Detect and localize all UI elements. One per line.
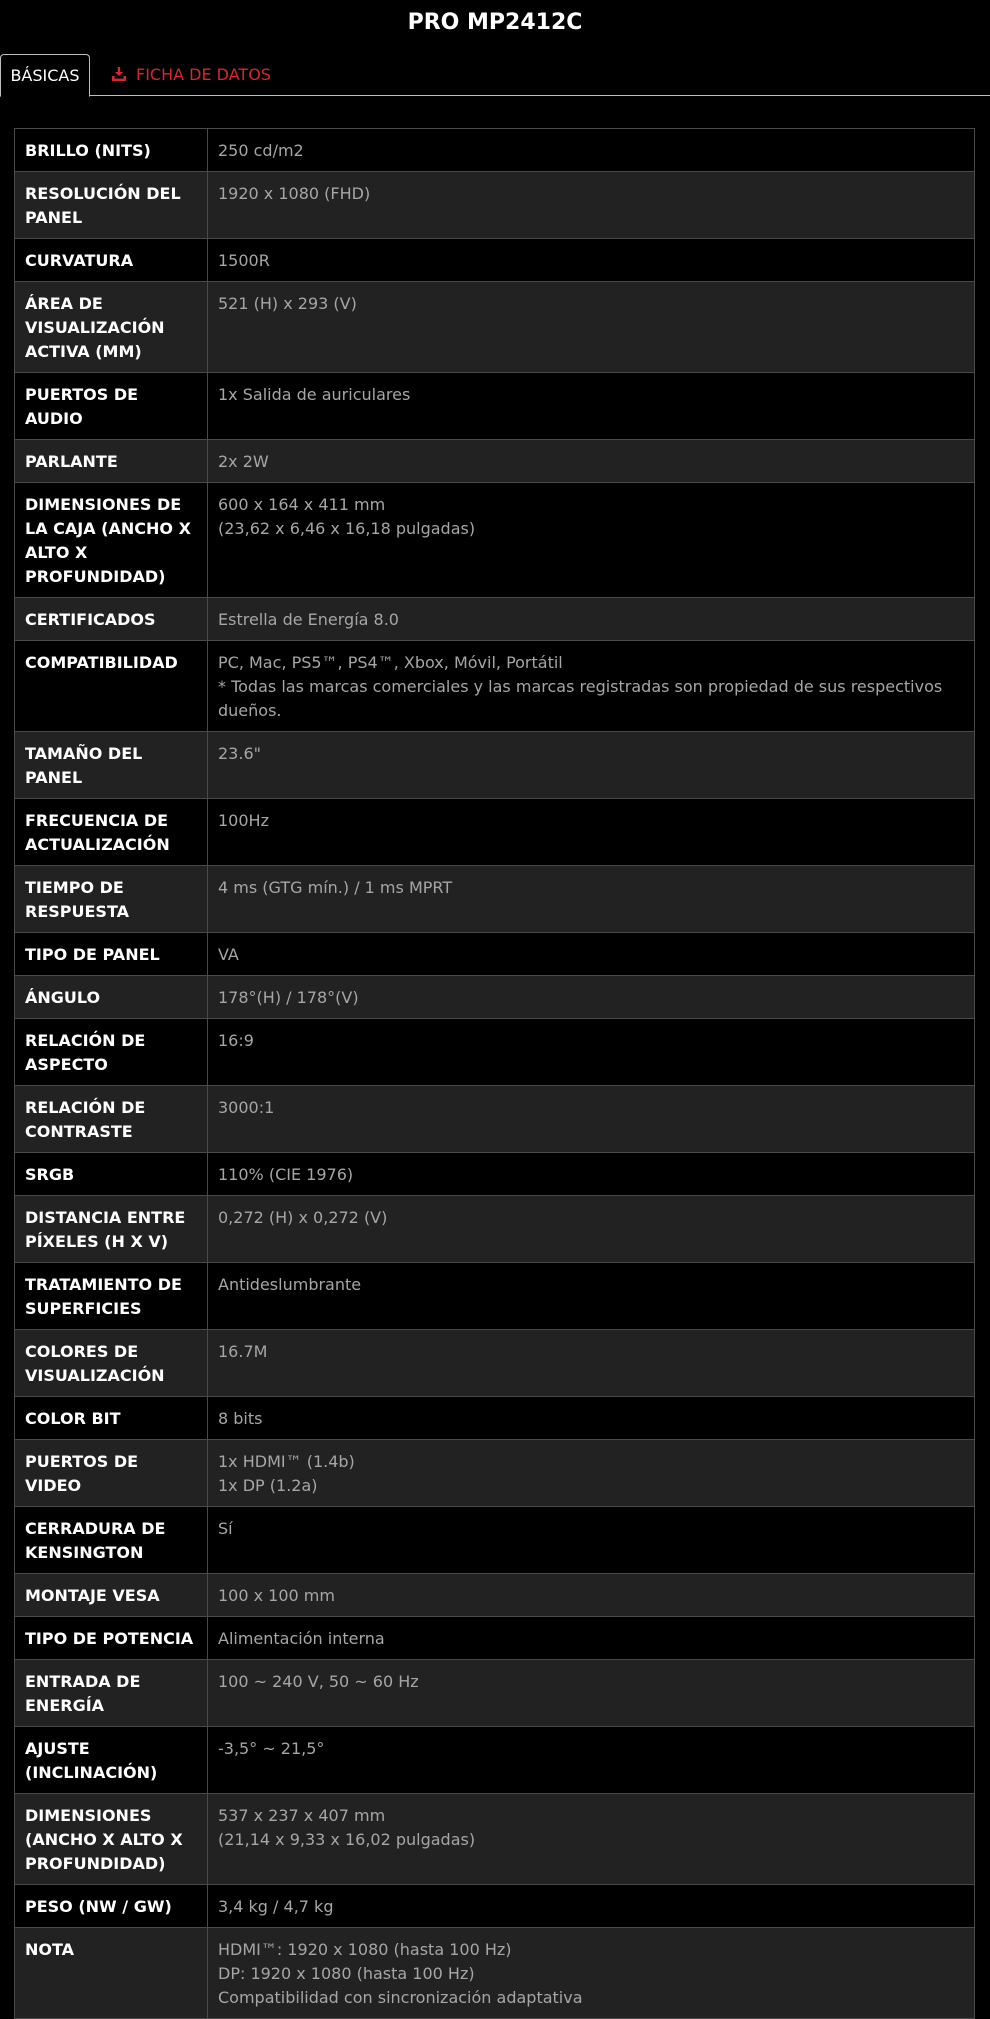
spec-row (15, 1086, 975, 1153)
spec-value: 100 x 100 mm (208, 1574, 975, 1617)
spec-value: 537 x 237 x 407 mm (21,14 x 9,33 x 16,02 pulgadas) (208, 1794, 975, 1885)
spec-value: Sí (208, 1507, 975, 1574)
spec-value: -3,5° ~ 21,5° (208, 1727, 975, 1794)
spec-row (15, 1928, 975, 2019)
spec-label: MONTAJE VESA (15, 1574, 208, 1617)
spec-row (15, 1153, 975, 1196)
spec-value: 3,4 kg / 4,7 kg (208, 1885, 975, 1928)
spec-row (15, 1507, 975, 1574)
spec-row (15, 483, 975, 598)
spec-value: 3000:1 (208, 1086, 975, 1153)
spec-value: 250 cd/m2 (208, 129, 975, 172)
spec-row (15, 1019, 975, 1086)
tab-bar (0, 54, 990, 96)
spec-label: ENTRADA DE ENERGÍA (15, 1660, 208, 1727)
spec-row (15, 1196, 975, 1263)
spec-label: DIMENSIONES DE LA CAJA (ANCHO X ALTO X PROFUNDIDAD) (15, 483, 208, 598)
spec-label: TIPO DE PANEL (15, 933, 208, 976)
spec-table (14, 128, 975, 2019)
spec-row (15, 641, 975, 732)
spec-value: 521 (H) x 293 (V) (208, 282, 975, 373)
spec-label: TIEMPO DE RESPUESTA (15, 866, 208, 933)
spec-row (15, 866, 975, 933)
spec-label: COLOR BIT (15, 1397, 208, 1440)
spec-label: RESOLUCIÓN DEL PANEL (15, 172, 208, 239)
tab-basicas[interactable]: BÁSICAS (0, 54, 90, 97)
spec-value: 4 ms (GTG mín.) / 1 ms MPRT (208, 866, 975, 933)
spec-row (15, 1617, 975, 1660)
spec-value: 2x 2W (208, 440, 975, 483)
spec-value: 100Hz (208, 799, 975, 866)
spec-value: 110% (CIE 1976) (208, 1153, 975, 1196)
spec-label: DISTANCIA ENTRE PÍXELES (H X V) (15, 1196, 208, 1263)
spec-value: 16.7M (208, 1330, 975, 1397)
spec-row (15, 1794, 975, 1885)
spec-row (15, 1660, 975, 1727)
spec-row (15, 172, 975, 239)
spec-row (15, 1263, 975, 1330)
spec-row (15, 799, 975, 866)
tab-ficha-de-datos-label: FICHA DE DATOS (136, 65, 271, 84)
spec-label: TIPO DE POTENCIA (15, 1617, 208, 1660)
spec-label: SRGB (15, 1153, 208, 1196)
download-icon (110, 65, 128, 83)
spec-label: NOTA (15, 1928, 208, 2019)
spec-label: COMPATIBILIDAD (15, 641, 208, 732)
spec-row (15, 282, 975, 373)
spec-row (15, 239, 975, 282)
spec-row (15, 373, 975, 440)
spec-label: DIMENSIONES (ANCHO X ALTO X PROFUNDIDAD) (15, 1794, 208, 1885)
spec-label: BRILLO (NITS) (15, 129, 208, 172)
spec-row (15, 440, 975, 483)
spec-row (15, 1397, 975, 1440)
spec-table-body (15, 129, 975, 2019)
spec-value: 1920 x 1080 (FHD) (208, 172, 975, 239)
spec-value: 1x Salida de auriculares (208, 373, 975, 440)
spec-label: PUERTOS DE VIDEO (15, 1440, 208, 1507)
spec-value: 1500R (208, 239, 975, 282)
spec-label: ÁNGULO (15, 976, 208, 1019)
spec-label: CURVATURA (15, 239, 208, 282)
spec-value: Estrella de Energía 8.0 (208, 598, 975, 641)
page-title: PRO MP2412C (407, 10, 583, 35)
spec-label: PARLANTE (15, 440, 208, 483)
spec-value: HDMI™: 1920 x 1080 (hasta 100 Hz) DP: 1920 x 1080 (hasta 100 Hz) Compatibilidad con sincronización adaptativa (208, 1928, 975, 2019)
spec-label: TAMAÑO DEL PANEL (15, 732, 208, 799)
spec-value: 16:9 (208, 1019, 975, 1086)
spec-row (15, 933, 975, 976)
spec-value: Antideslumbrante (208, 1263, 975, 1330)
spec-value: 23.6" (208, 732, 975, 799)
spec-value: VA (208, 933, 975, 976)
spec-label: FRECUENCIA DE ACTUALIZACIÓN (15, 799, 208, 866)
spec-row (15, 598, 975, 641)
spec-row (15, 1727, 975, 1794)
spec-label: ÁREA DE VISUALIZACIÓN ACTIVA (MM) (15, 282, 208, 373)
spec-value: 0,272 (H) x 0,272 (V) (208, 1196, 975, 1263)
tab-ficha-de-datos[interactable] (108, 54, 271, 96)
spec-label: RELACIÓN DE ASPECTO (15, 1019, 208, 1086)
spec-label: PUERTOS DE AUDIO (15, 373, 208, 440)
spec-row (15, 1574, 975, 1617)
spec-label: PESO (NW / GW) (15, 1885, 208, 1928)
spec-value: 600 x 164 x 411 mm (23,62 x 6,46 x 16,18 pulgadas) (208, 483, 975, 598)
spec-label: TRATAMIENTO DE SUPERFICIES (15, 1263, 208, 1330)
spec-label: COLORES DE VISUALIZACIÓN (15, 1330, 208, 1397)
spec-value: 178°(H) / 178°(V) (208, 976, 975, 1019)
spec-label: AJUSTE (INCLINACIÓN) (15, 1727, 208, 1794)
spec-value: PC, Mac, PS5™, PS4™, Xbox, Móvil, Portátil * Todas las marcas comerciales y las marcas registradas son propiedad de sus respectivos dueños. (208, 641, 975, 732)
spec-value: 1x HDMI™ (1.4b) 1x DP (1.2a) (208, 1440, 975, 1507)
spec-row (15, 129, 975, 172)
spec-row (15, 1885, 975, 1928)
spec-label: RELACIÓN DE CONTRASTE (15, 1086, 208, 1153)
spec-row (15, 1330, 975, 1397)
spec-value: 100 ~ 240 V, 50 ~ 60 Hz (208, 1660, 975, 1727)
spec-row (15, 1440, 975, 1507)
spec-value: 8 bits (208, 1397, 975, 1440)
spec-row (15, 976, 975, 1019)
spec-label: CERTIFICADOS (15, 598, 208, 641)
spec-row (15, 732, 975, 799)
spec-label: CERRADURA DE KENSINGTON (15, 1507, 208, 1574)
spec-value: Alimentación interna (208, 1617, 975, 1660)
